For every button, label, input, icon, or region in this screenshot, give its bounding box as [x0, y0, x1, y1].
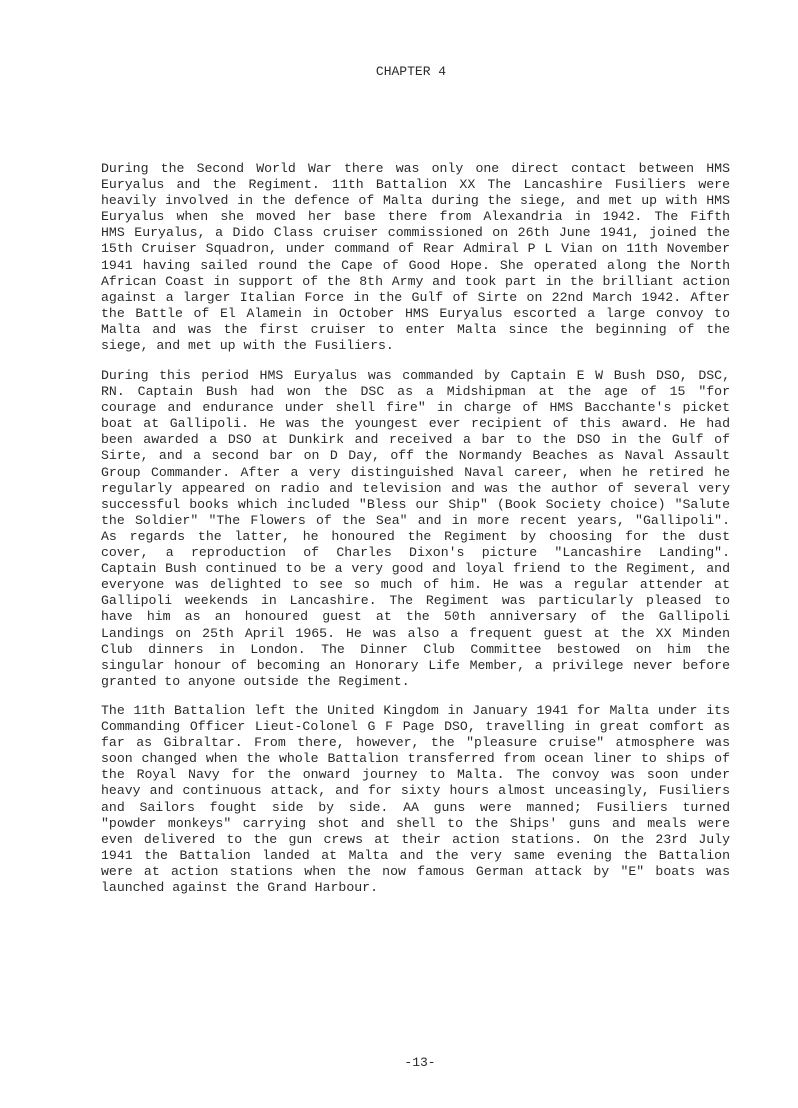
text-line: the Royal Navy for the onward journey to Malta. The convoy was soon under	[101, 767, 730, 783]
text-line: heavy and continuous attack, and for sixty hours almost unceasingly, Fusiliers	[101, 783, 730, 799]
text-line: The 11th Battalion left the United Kingdom in January 1941 for Malta under its	[101, 703, 730, 718]
text-line: launched against the Grand Harbour.	[101, 880, 378, 896]
text-line: courage and endurance under shell fire" in charge of HMS Bacchante's picket	[101, 400, 730, 416]
text-line: even delivered to the gun crews at their action stations. On the 23rd July	[101, 831, 730, 847]
text-line: During this period HMS Euryalus was commanded by Captain E W Bush DSO, DSC,	[101, 368, 730, 383]
text-line: against a larger Italian Force in the Gulf of Sirte on 22nd March 1942. After	[101, 289, 730, 305]
text-line: successful books which included "Bless our Ship" (Book Society choice) "Salute	[101, 496, 730, 512]
text-line: far as Gibraltar. From there, however, the "pleasure cruise" atmosphere was	[101, 735, 730, 751]
text-line: Malta and was the first cruiser to enter Malta since the beginning of the	[101, 321, 730, 337]
text-line: the Battle of El Alamein in October HMS Euryalus escorted a large convoy to	[101, 305, 730, 321]
text-line: During the Second World War there was only one direct contact between HMS	[101, 161, 730, 176]
text-line: have him as an honoured guest at the 50th anniversary of the Gallipoli	[101, 609, 730, 625]
text-line: Club dinners in London. The Dinner Club Committee bestowed on him the	[101, 641, 730, 657]
text-line: heavily involved in the defence of Malta during the siege, and met up with HMS	[101, 193, 730, 209]
text-line: regularly appeared on radio and television and was the author of several very	[101, 480, 730, 496]
text-line: granted to anyone outside the Regiment.	[101, 673, 410, 689]
text-line: everyone was delighted to see so much of him. He was a regular attender at	[101, 577, 730, 593]
text-line: were at action stations when the now famous German attack by "E" boats was	[101, 863, 730, 879]
text-line: Landings on 25th April 1965. He was also a frequent guest at the XX Minden	[101, 625, 730, 641]
text-line: and Sailors fought side by side. AA guns were manned; Fusiliers turned	[101, 799, 730, 815]
text-line: Euryalus when she moved her base there from Alexandria in 1942. The Fifth	[101, 209, 730, 225]
text-line: soon changed when the whole Battalion transferred from ocean liner to ships of	[101, 751, 730, 767]
text-line: "powder monkeys" carrying shot and shell to the Ships' guns and meals were	[101, 815, 730, 831]
text-line: singular honour of becoming an Honorary Life Member, a privilege never before	[101, 657, 730, 673]
text-line: been awarded a DSO at Dunkirk and received a bar to the DSO in the Gulf of	[101, 432, 730, 448]
text-line: siege, and met up with the Fusiliers.	[101, 338, 394, 354]
text-line: 1941 the Battalion landed at Malta and the very same evening the Battalion	[101, 847, 730, 863]
text-line: Captain Bush continued to be a very good and loyal friend to the Regiment, and	[101, 561, 730, 577]
text-line: boat at Gallipoli. He was the youngest ever recipient of this award. He had	[101, 416, 730, 432]
text-line: Euryalus and the Regiment. 11th Battalion XX The Lancashire Fusiliers were	[101, 177, 730, 193]
text-line: 15th Cruiser Squadron, under command of Rear Admiral P L Vian on 11th November	[101, 241, 730, 257]
text-line: the Soldier" "The Flowers of the Sea" and in more recent years, "Gallipoli".	[101, 512, 730, 528]
text-line: As regards the latter, he honoured the Regiment by choosing for the dust	[101, 528, 730, 544]
paragraph-2	[101, 368, 730, 690]
text-line: Commanding Officer Lieut-Colonel G F Page DSO, travelling in great comfort as	[101, 719, 730, 735]
text-line: African Coast in support of the 8th Army and took part in the brilliant action	[101, 273, 730, 289]
chapter-title: CHAPTER 4	[375, 64, 447, 79]
text-line: Gallipoli weekends in Lancashire. The Regiment was particularly pleased to	[101, 593, 730, 609]
text-line: 1941 having sailed round the Cape of Good Hope. She operated along the North	[101, 257, 730, 273]
page-number: -13-	[404, 1055, 436, 1070]
text-line: RN. Captain Bush had won the DSC as a Midshipman at the age of 15 "for	[101, 384, 730, 400]
text-line: cover, a reproduction of Charles Dixon's picture "Lancashire Landing".	[101, 545, 730, 561]
paragraph-1	[101, 161, 730, 354]
text-line: HMS Euryalus, a Dido Class cruiser commissioned on 26th June 1941, joined the	[101, 225, 730, 241]
paragraph-3	[101, 703, 730, 896]
text-line: Group Commander. After a very distinguished Naval career, when he retired he	[101, 464, 730, 480]
text-line: Sirte, and a second bar on D Day, off the Normandy Beaches as Naval Assault	[101, 448, 730, 464]
